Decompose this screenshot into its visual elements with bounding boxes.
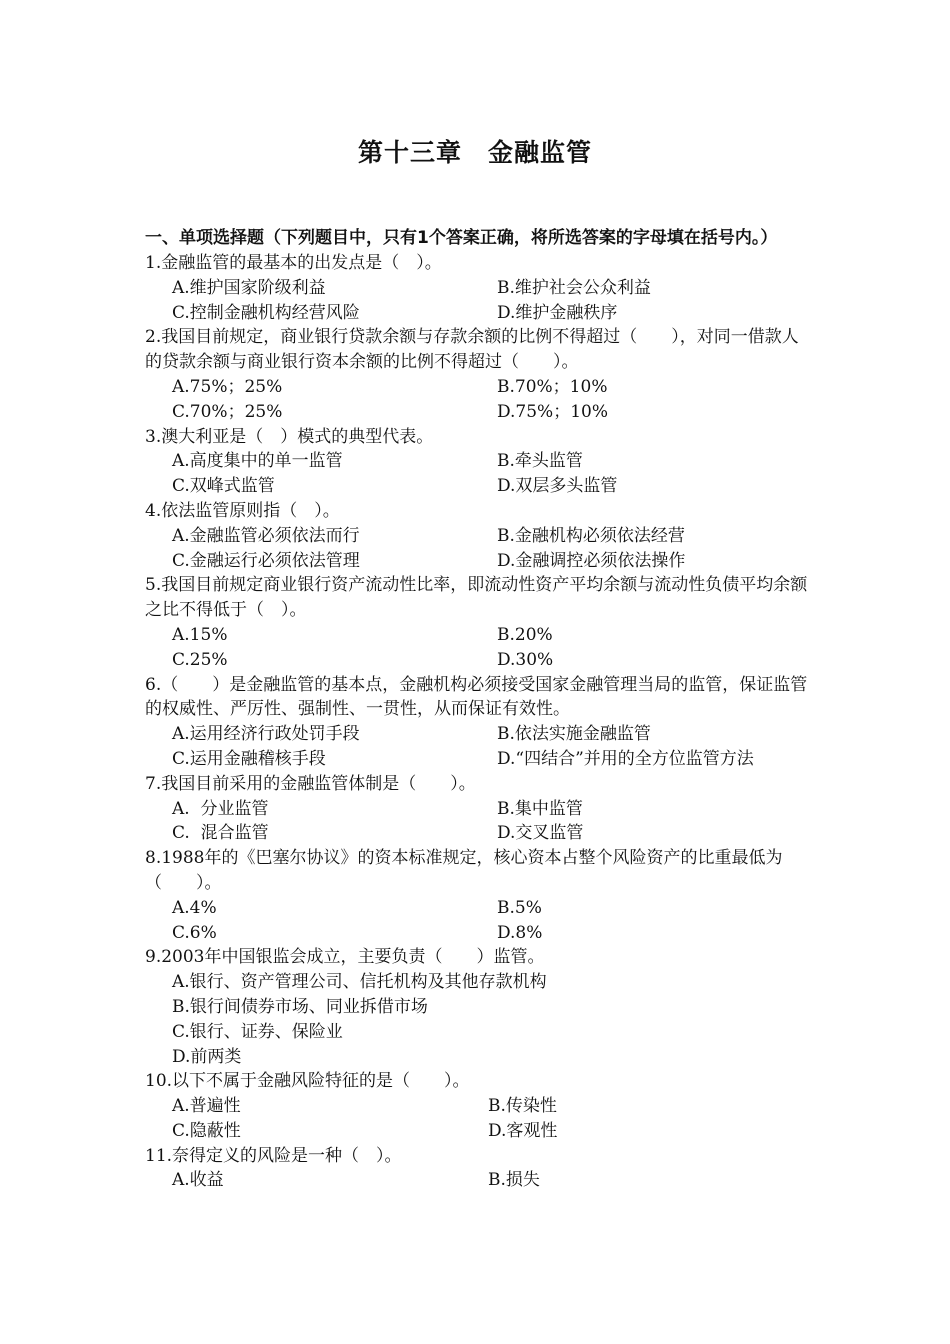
option-a: A.银行、资产管理公司、信托机构及其他存款机构 (172, 972, 547, 993)
question-list (145, 226, 810, 1193)
option-b: B.维护社会公众利益 (497, 277, 651, 298)
option-c: C.控制金融机构经营风险 (172, 302, 360, 323)
option-c: C.6% (172, 922, 217, 943)
option-c: C.双峰式监管 (172, 476, 275, 497)
question-stem: 7.我国目前采用的金融监管体制是（ ）。 (145, 773, 476, 794)
option-a: A.4% (172, 897, 217, 918)
option-a: A.15% (172, 624, 228, 645)
option-b: B.金融机构必须依法经营 (497, 525, 685, 546)
option-a: A.高度集中的单一监管 (172, 451, 343, 472)
option-d: D.维护金融秩序 (497, 302, 618, 323)
section-heading: 一、单项选择题（下列题目中，只有1个答案正确，将所选答案的字母填在括号内。） (145, 228, 778, 248)
option-d: D.双层多头监管 (497, 476, 618, 497)
option-a: A.75%；25% (172, 376, 283, 397)
chapter-name: 金融监管 (488, 138, 593, 167)
option-b: B.20% (497, 624, 553, 645)
option-c: C.运用金融稽核手段 (172, 748, 326, 769)
option-b: B.银行间债券市场、同业拆借市场 (172, 996, 428, 1017)
option-c: C.银行、证券、保险业 (172, 1021, 343, 1042)
option-a: A.普遍性 (172, 1096, 241, 1117)
option-b: B.传染性 (488, 1096, 557, 1117)
option-b: B.集中监管 (497, 798, 583, 819)
question-stem: 4.依法监管原则指（ ）。 (145, 500, 340, 521)
option-c: C.金融运行必须依法管理 (172, 550, 360, 571)
question-stem: 10.以下不属于金融风险特征的是（ ）。 (145, 1071, 470, 1092)
question-stem: 5.我国目前规定商业银行资产流动性比率，即流动性资产平均余额与流动性负债平均余额之比不得低于（ ）。 (145, 575, 808, 621)
question-stem: 11.奈得定义的风险是一种（ ）。 (145, 1145, 402, 1166)
option-a: A.金融监管必须依法而行 (172, 525, 360, 546)
option-a: A.收益 (172, 1170, 224, 1191)
option-a: A.运用经济行政处罚手段 (172, 724, 360, 745)
option-c: C. 混合监管 (172, 823, 269, 844)
question-stem: 3.澳大利亚是（ ）模式的典型代表。 (145, 426, 434, 447)
option-d: D.交叉监管 (497, 823, 584, 844)
chapter-number: 第十三章 (357, 138, 462, 167)
question-stem: 9.2003年中国银监会成立，主要负责（ ）监管。 (145, 947, 545, 968)
chapter-title (0, 133, 950, 169)
option-b: B.70%；10% (497, 376, 608, 397)
option-d: D.“四结合”并用的全方位监管方法 (497, 748, 754, 769)
question-stem: 6.（ ）是金融监管的基本点，金融机构必须接受国家金融管理当局的监管，保证监管的权威性、严厉性、强制性、一贯性，从而保证有效性。 (145, 674, 808, 720)
option-a: A. 分业监管 (172, 798, 269, 819)
question-stem: 1.金融监管的最基本的出发点是（ ）。 (145, 253, 442, 273)
option-a: A.维护国家阶级利益 (172, 277, 326, 298)
option-d: D.前两类 (172, 1046, 242, 1067)
option-b: B.损失 (488, 1170, 540, 1191)
option-c: C.70%；25% (172, 401, 283, 422)
option-c: C.25% (172, 649, 228, 670)
question-stem: 8.1988年的《巴塞尔协议》的资本标准规定，核心资本占整个风险资产的比重最低为（ ）。 (145, 848, 783, 893)
option-c: C.隐蔽性 (172, 1120, 241, 1141)
option-d: D.75%；10% (497, 401, 608, 422)
option-d: D.金融调控必须依法操作 (497, 550, 686, 571)
option-b: B.依法实施金融监管 (497, 724, 651, 745)
option-d: D.8% (497, 922, 543, 943)
option-b: B.牵头监管 (497, 451, 583, 472)
question-stem: 2.我国目前规定，商业银行贷款余额与存款余额的比例不得超过（ ），对同一借款人的贷款余额与商业银行资本余额的比例不得超过（ ）。 (145, 327, 799, 373)
option-b: B.5% (497, 897, 542, 918)
option-d: D.客观性 (488, 1120, 558, 1141)
option-d: D.30% (497, 649, 554, 670)
